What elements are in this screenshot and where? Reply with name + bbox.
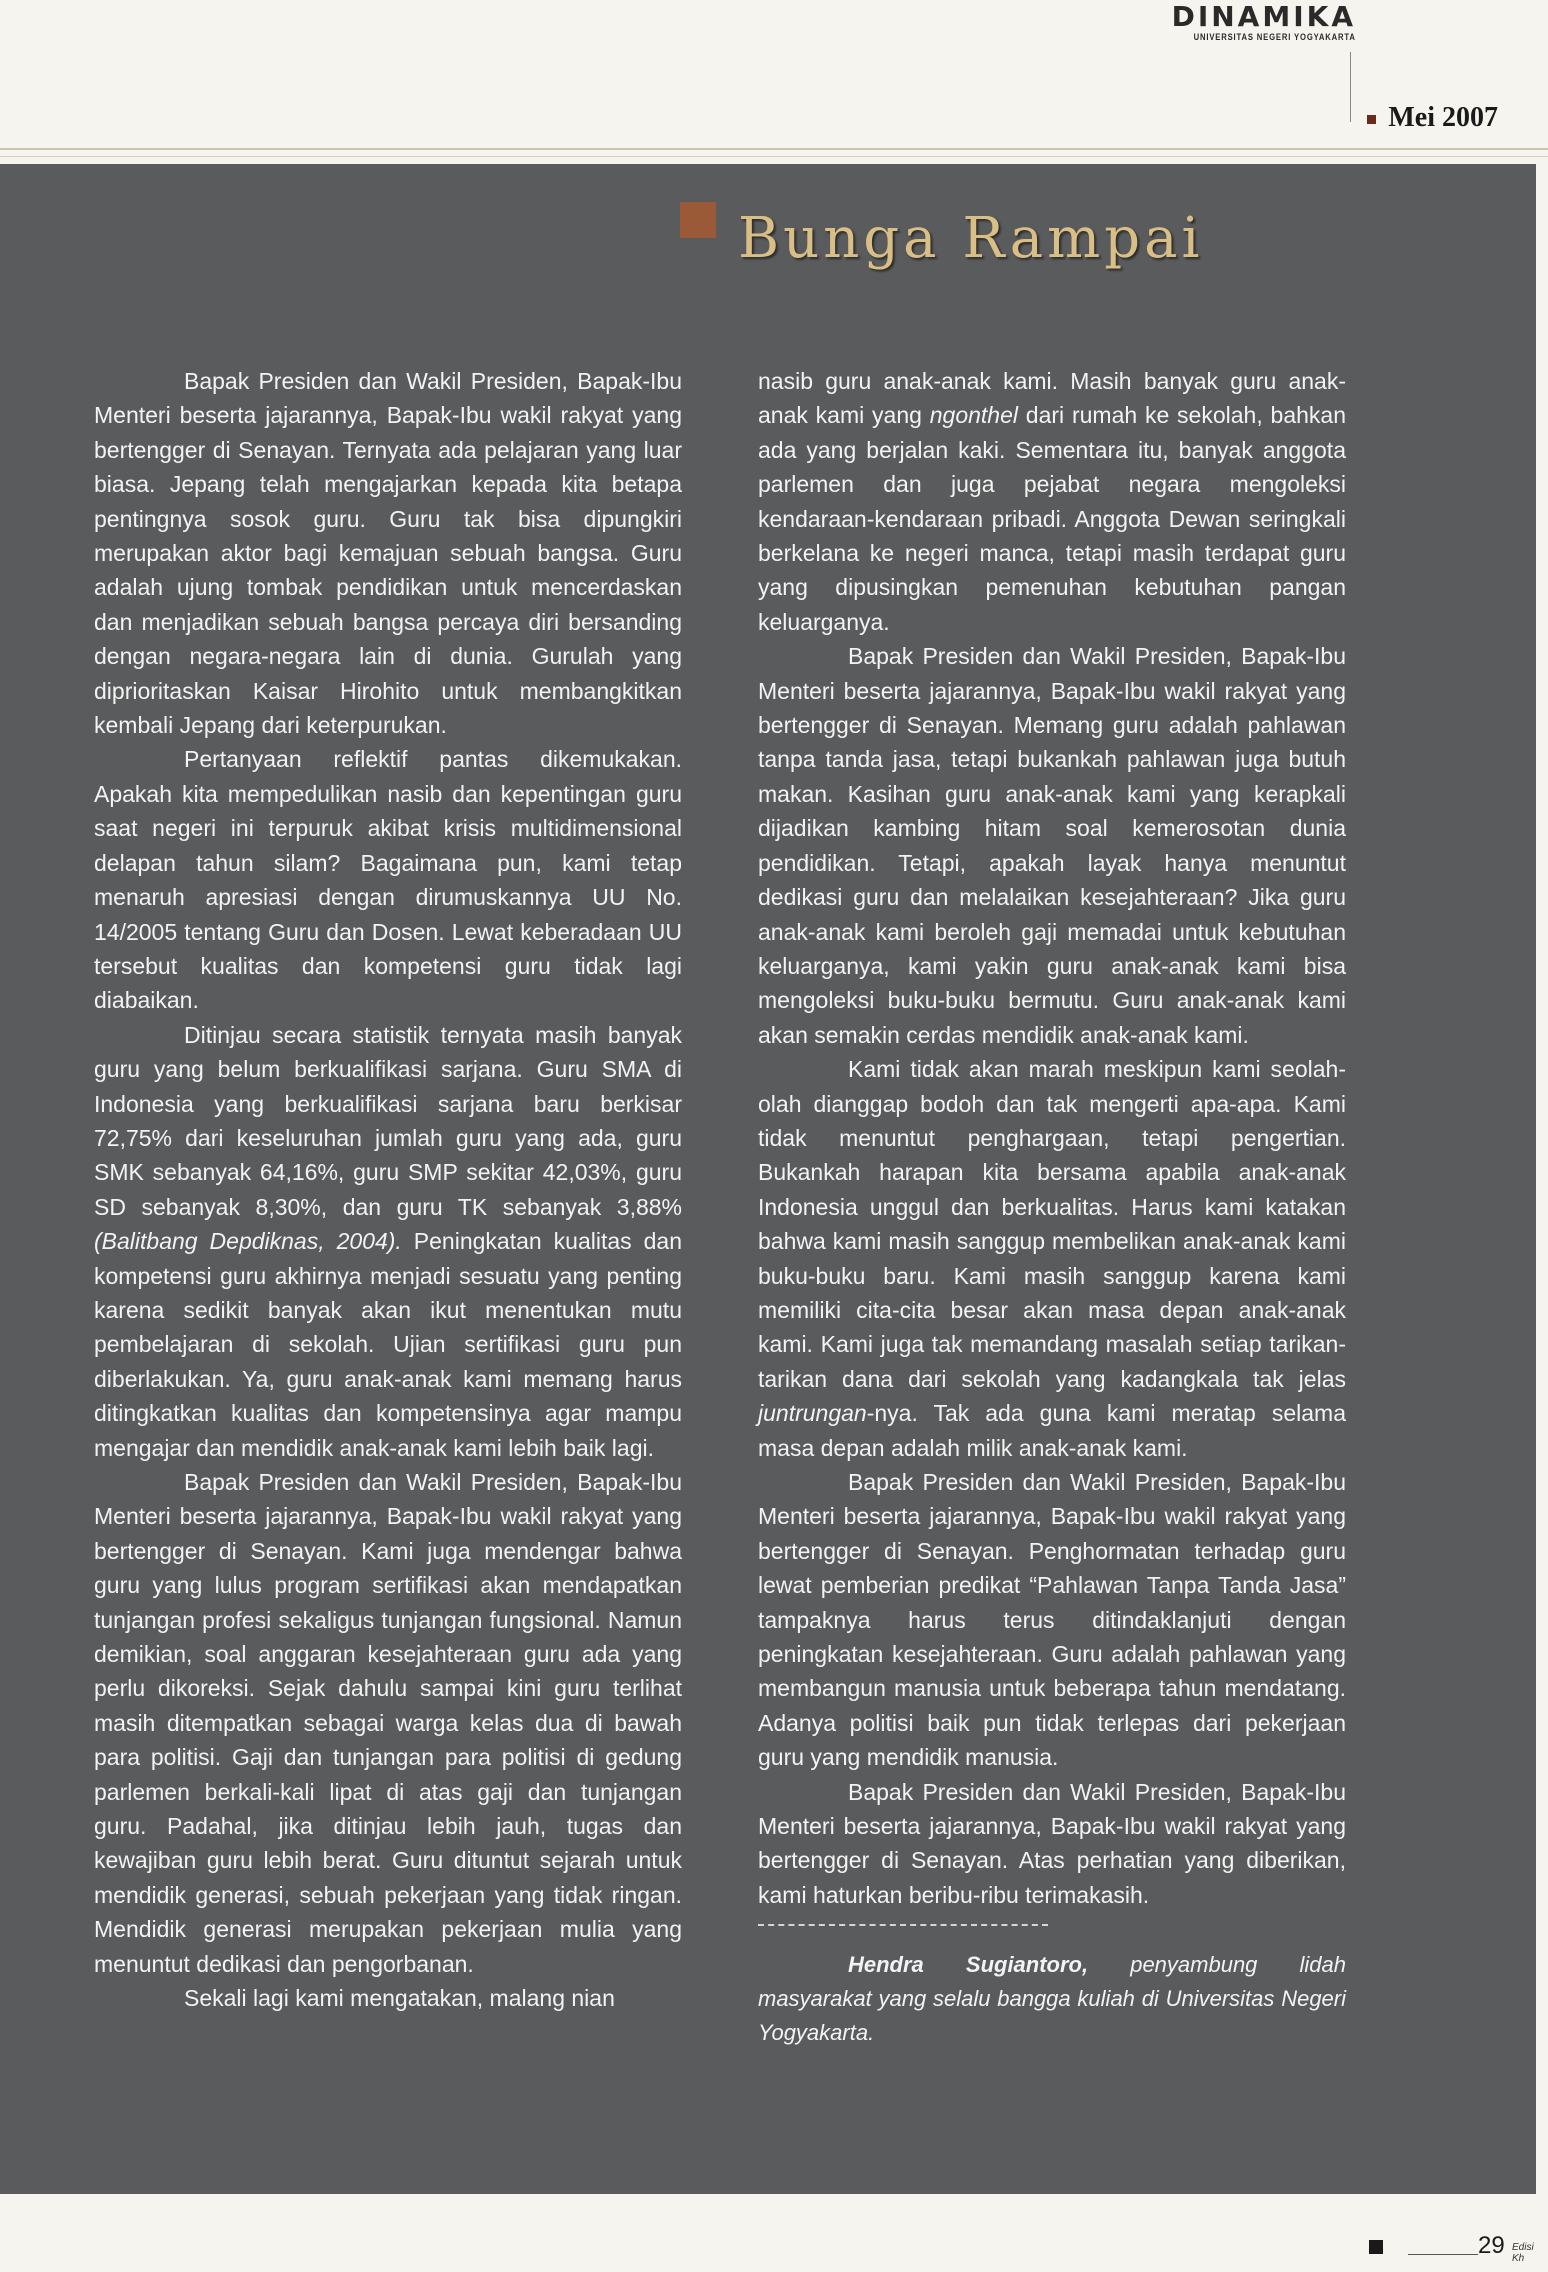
paragraph: Bapak Presiden dan Wakil Presiden, Bapak-Ibu Menteri beserta jajarannya, Bapak-Ibu wakil rakyat yang bertengger di Senayan. Ternyata ada pelajaran yang luar biasa. Jepang telah mengajarkan kepada kita betapa pentingnya sosok guru. Guru tak bisa dipungkiri merupakan aktor bagi kemajuan sebuah bangsa. Guru adalah ujung tombak pendidikan untuk mencerdaskan dan menjadikan sebuah bangsa percaya diri bersanding dengan negara-negara lain di dunia. Gurulah yang diprioritaskan Kaisar Hirohito untuk membangkitkan kembali Jepang dari keterpurukan. <box>94 368 682 739</box>
square-bullet-icon <box>1369 2240 1383 2254</box>
paragraph-text: nasib guru anak-anak kami. Masih banyak guru anak-anak kami yang <box>758 368 1346 429</box>
paragraph-text: -nya. Tak ada guna kami meratap selama masa depan adalah milik anak-anak kami. <box>758 1400 1346 1461</box>
logo-name: DINAMIKA <box>1171 0 1356 33</box>
paragraph <box>94 1018 682 1465</box>
paragraph <box>758 364 1346 639</box>
italic-term: ngonthel <box>929 402 1018 429</box>
paragraph-text: dari rumah ke sekolah, bahkan ada yang berjalan kaki. Sementara itu, banyak anggota parlemen dan juga pejabat negara mengoleksi kendaraan-kendaraan pribadi. Anggota Dewan seringkali berkelana ke negeri manca, tetapi masih terdapat guru yang dipusingkan pemenuhan kebutuhan pangan keluarganya. <box>758 402 1346 635</box>
issue-date-text: Mei 2007 <box>1388 102 1498 133</box>
citation: (Balitbang Depdiknas, 2004). <box>94 1228 402 1255</box>
author-name: Hendra Sugiantoro, <box>848 1952 1089 1978</box>
logo-subtitle: UNIVERSITAS NEGERI YOGYAKARTA <box>1193 32 1356 42</box>
article-column-right <box>758 364 1346 2050</box>
paragraph <box>758 1052 1346 1465</box>
author-description: penyambung lidah masyarakat yang selalu bangga kuliah di Universitas Negeri Yogyakarta. <box>758 1952 1346 2046</box>
article-column-left <box>94 364 682 2016</box>
paragraph: Bapak Presiden dan Wakil Presiden, Bapak-Ibu Menteri beserta jajarannya, Bapak-Ibu wakil rakyat yang bertengger di Senayan. Penghormatan terhadap guru lewat pemberian predikat “Pahlawan Tanpa Tanda Jasa” tampaknya harus terus ditindaklanjuti dengan peningkatan kesejahteraan. Guru adalah pahlawan yang membangun manusia untuk beberapa tahun mendatang. Adanya politisi baik pun tidak terlepas dari pekerjaan guru yang mendidik manusia. <box>758 1469 1346 1771</box>
author-bio <box>758 1948 1346 2050</box>
paragraph: Bapak Presiden dan Wakil Presiden, Bapak-Ibu Menteri beserta jajarannya, Bapak-Ibu wakil rakyat yang bertengger di Senayan. Atas perhatian yang diberikan, kami haturkan beribu-ribu terimakasih. <box>758 1778 1346 1908</box>
signature-divider <box>758 1924 1048 1926</box>
paragraph-text: Ditinjau secara statistik ternyata masih banyak guru yang belum berkualifikasi sarjana. Guru SMA di Indonesia yang berkualifikasi sarjana baru berkisar 72,75% dari keseluruhan jumlah guru yang ada, guru SMK sebanyak 64,16%, guru SMP sekitar 42,03%, guru SD sebanyak 8,30%, dan guru TK sebanyak 3,88% <box>94 1021 682 1220</box>
footer-tag: Edisi Kh <box>1512 2242 1534 2264</box>
italic-term: juntrungan <box>758 1400 867 1427</box>
header-divider-thin <box>0 156 1548 157</box>
paragraph: Sekali lagi kami mengatakan, malang nian <box>184 1985 615 2012</box>
header-divider <box>0 148 1548 150</box>
square-bullet-icon <box>1367 115 1376 124</box>
footer-rule <box>1408 2254 1478 2255</box>
paragraph: Bapak Presiden dan Wakil Presiden, Bapak-Ibu Menteri beserta jajarannya, Bapak-Ibu wakil rakyat yang bertengger di Senayan. Kami juga mendengar bahwa guru yang lulus program sertifikasi akan mendapatkan tunjangan profesi sekaligus tunjangan fungsional. Namun demikian, soal anggaran kesejahteraan guru ada yang perlu dikoreksi. Sejak dahulu sampai kini guru terlihat masih ditempatkan sebagai warga kelas dua di bawah para politisi. Gaji dan tunjangan para politisi di gedung parlemen berkali-kali lipat di atas gaji dan tunjangan guru. Padahal, jika ditinjau lebih jauh, tugas dan kewajiban guru lebih berat. Guru dituntut sejarah untuk mendidik generasi, sebuah pekerjaan yang tidak ringan. Mendidik generasi merupakan pekerjaan mulia yang menuntut dedikasi dan pengorbanan. <box>94 1469 682 1977</box>
paragraph: Bapak Presiden dan Wakil Presiden, Bapak-Ibu Menteri beserta jajarannya, Bapak-Ibu wakil rakyat yang bertengger di Senayan. Memang guru adalah pahlawan tanpa tanda jasa, tetapi bukankah pahlawan juga butuh makan. Kasihan guru anak-anak kami yang kerapkali dijadikan kambing hitam soal kemerosotan dunia pendidikan. Tetapi, apakah layak hanya menuntut dedikasi guru dan melalaikan kesejahteraan? Jika guru anak-anak kami beroleh gaji memadai untuk kebutuhan keluarganya, kami yakin guru anak-anak kami bisa mengoleksi buku-buku bermutu. Guru anak-anak kami akan semakin cerdas mendidik anak-anak kami. <box>758 643 1346 1048</box>
paragraph-text: Peningkatan kualitas dan kompetensi guru akhirnya menjadi sesuatu yang penting karena sedikit banyak akan ikut menentukan mutu pembelajaran di sekolah. Ujian sertifikasi guru pun diberlakukan. Ya, guru anak-anak kami memang harus ditingkatkan kualitas dan kompetensinya agar mampu mengajar dan mendidik anak-anak kami lebih baik lagi. <box>94 1228 682 1461</box>
magazine-logo <box>1165 2 1356 42</box>
paragraph-text: Kami tidak akan marah meskipun kami seolah-olah dianggap bodoh dan tak mengerti apa-apa. Kami tidak menuntut penghargaan, tetapi pengertian. Bukankah harapan kita bersama apabila anak-anak Indonesia unggul dan berkualitas. Harus kami katakan bahwa kami masih sanggup membelikan anak-anak kami buku-buku baru. Kami masih sanggup karena kami memiliki cita-cita besar akan masa depan anak-anak kami. Kami juga tak memandang masalah setiap tarikan-tarikan dana dari sekolah yang kadangkala tak jelas <box>758 1056 1346 1392</box>
header-vertical-rule <box>1350 52 1351 122</box>
section-title: Bunga Rampai <box>738 206 1204 271</box>
page-number: 29 <box>1478 2232 1505 2259</box>
paragraph: Pertanyaan reflektif pantas dikemukakan. Apakah kita mempedulikan nasib dan kepentingan guru saat negeri ini terpuruk akibat krisis multidimensional delapan tahun silam? Bagaimana pun, kami tetap menaruh apresiasi dengan dirumuskannya UU No. 14/2005 tentang Guru dan Dosen. Lewat keberadaan UU tersebut kualitas dan kompetensi guru tidak lagi diabaikan. <box>94 746 682 1014</box>
issue-date <box>1367 102 1498 134</box>
square-bullet-icon <box>680 202 716 238</box>
